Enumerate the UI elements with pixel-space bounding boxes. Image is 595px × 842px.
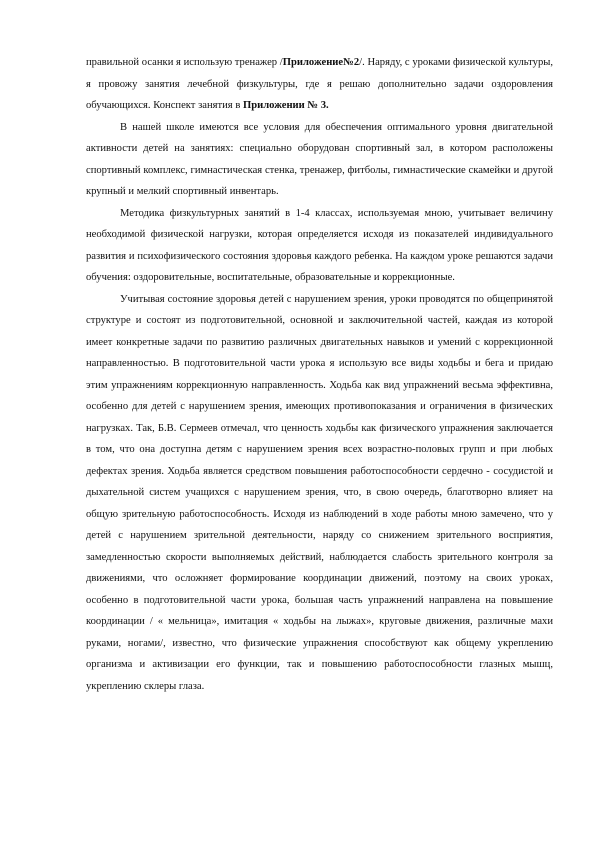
paragraph-3 (86, 203, 553, 289)
paragraph-3-text: Методика физкультурных занятий в 1-4 классах, используемая мною, учитывает величину необходимой физической нагрузки, которая определяется исходя из показателей индивидуального развития и психофизического состояния здоровья каждого ребенка. На каждом уроке решаются задачи обучения: оздоровительные, воспитательные, образовательные и коррекционные. (86, 207, 553, 283)
paragraph-2-text: В нашей школе имеются все условия для обеспечения оптимального уровня двигательной активности детей на занятиях: специально оборудован спортивный зал, в котором расположены спортивный комплекс, гимнастическая стенка, тренажер, фитболы, гимнастические скамейки и другой крупный и мелкий спортивный инвентарь. (86, 121, 553, 197)
paragraph-4 (86, 289, 553, 698)
paragraph-2 (86, 117, 553, 203)
paragraph-1-text: правильной осанки я использую тренажер / (86, 57, 283, 68)
paragraph-1 (86, 52, 553, 117)
paragraph-4-text: Учитывая состояние здоровья детей с нарушением зрения, уроки проводятся по общепринятой структуре и состоят из подготовительной, основной и заключительной частей, каждая из которой имеет конкретные задачи по развитию различных двигательных навыков и умений с коррекционной направленностью. В подготовительной части урока я использую все виды ходьбы и бега и придаю этим упражнениям коррекционную направленность. Ходьба как вид упражнений весьма эффективна, особенно для детей с нарушением зрения, имеющих противопоказания и ограничения в физических нагрузках. Так, Б.В. Сермеев отмечал, что ценность ходьбы как физического упражнения заключается в том, что она доступна детям с нарушением зрения всех возрастно-половых групп и при любых дефектах зрения. Ходьба является средством повышения работоспособности сердечно - сосудистой и дыхательной систем учащихся с нарушением зрения, что, в свою очередь, благотворно влияет на общую зрительную работоспособность. Исходя из наблюдений в ходе работы мною замечено, что у детей с нарушением зрительной деятельности, наряду со снижением зрительного восприятия, замедленностью скорости выполняемых действий, наблюдается слабость зрительного контроля за движениями, что осложняет формирование координации движений, поэтому на своих уроках, особенно в подготовительной части урока, большая часть упражнений направлена на повышение координации / « мельница», имитация « ходьбы на лыжах», круговые движения, различные махи руками, ногами/, известно, что физические упражнения способствуют как общему укреплению организма и активизации его функции, так и повышению работоспособности глазных мышц, укреплению склеры глаза. (86, 293, 553, 692)
appendix-3-reference: Приложении № 3. (242, 100, 329, 111)
paragraph-1-text-cont: /. Наряду, с уроками физической культуры, я провожу занятия лечебной физкультуры, где я решаю дополнительно задачи оздоровления обучающихся. Конспект занятия в (86, 57, 554, 111)
document-body (86, 52, 553, 697)
appendix-2-reference: Приложение№2 (282, 57, 360, 68)
